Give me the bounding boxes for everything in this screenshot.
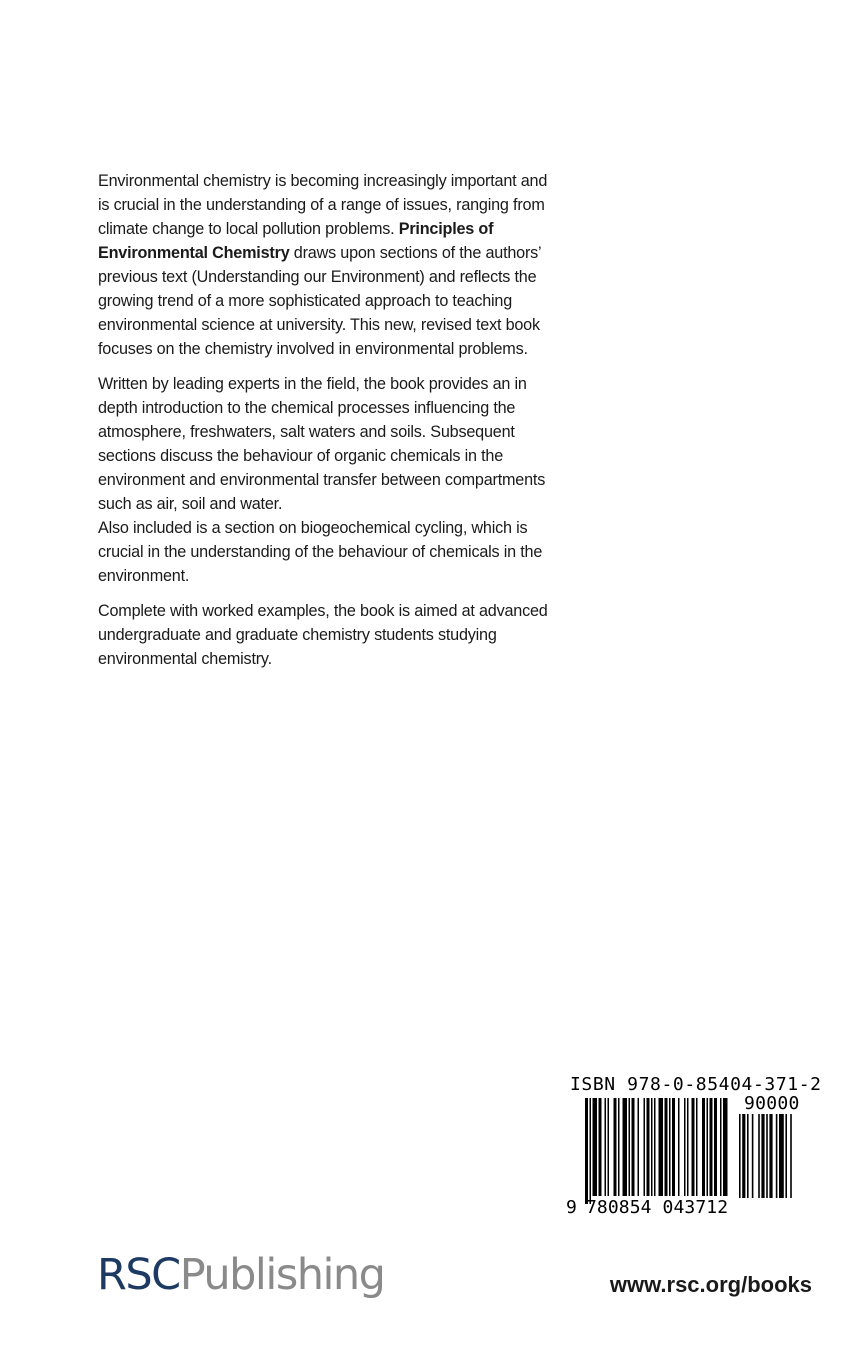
barcode-bar — [714, 1098, 717, 1196]
barcode-bar — [638, 1098, 640, 1196]
addon-bar — [752, 1114, 754, 1198]
ean-digits: 780854 043712 — [586, 1197, 729, 1218]
blurb-p2-text: Written by leading experts in the field, the book provides an in depth introduction to the chemical processes influencing the atmosphere, freshwaters, salt waters and soils. Subsequent sections discuss the behaviour of organic chemicals in the environment and environmental transfer between compartments such as air, soil and water. — [98, 375, 546, 513]
addon-bar — [769, 1114, 772, 1198]
addon-bar — [747, 1114, 749, 1198]
blurb-paragraph-3: Complete with worked examples, the book is aimed at advanced undergraduate and graduate chemistry students studying environmental chemistry. — [98, 602, 548, 668]
barcode-bar — [710, 1098, 713, 1196]
logo-publishing-text: Publishing — [179, 1250, 385, 1300]
barcode-bar — [608, 1098, 610, 1196]
barcode-bar — [632, 1098, 635, 1196]
addon-bar — [776, 1114, 778, 1198]
barcode-bar — [723, 1098, 728, 1196]
blurb-intro-rest: draws upon sections of the authors’ previous text (Understanding our Environment) and reflects the growing trend of a more sophisticated approach to teaching environmental science at university. This new, revised text book focuses on the chemistry involved in environmental problems. — [98, 244, 541, 358]
barcode-bar — [669, 1098, 671, 1196]
barcode-bar — [672, 1098, 675, 1196]
barcode-bar — [665, 1098, 668, 1196]
addon-bar — [739, 1114, 741, 1198]
blurb-intro-text: Environmental chemistry is becoming increasingly important and is crucial in the understanding of a range of issues, ranging from climate change to local pollution problems. — [98, 172, 548, 238]
rsc-publishing-logo — [97, 1250, 384, 1300]
barcode-bar — [590, 1098, 592, 1204]
logo-rsc-text: RSC — [97, 1250, 180, 1300]
barcode-bar — [644, 1098, 646, 1196]
book-title-bold: Principles of Environmental Chemistry — [98, 220, 494, 262]
barcode-bar — [593, 1098, 598, 1196]
barcode-bar — [659, 1098, 664, 1196]
addon-bar — [742, 1114, 745, 1198]
barcode-bar — [707, 1098, 709, 1196]
barcode-bar — [614, 1098, 617, 1196]
barcode-bar — [678, 1098, 680, 1196]
barcode-bar — [720, 1098, 722, 1196]
barcode-bar — [585, 1098, 588, 1204]
ean-first-digit: 9 — [566, 1197, 577, 1218]
blurb-paragraph-1 — [98, 169, 550, 361]
addon-bar — [766, 1114, 768, 1198]
addon-bar — [790, 1114, 792, 1198]
barcode-bar — [605, 1098, 607, 1196]
barcode-bar — [623, 1098, 628, 1196]
barcode-bar — [618, 1098, 620, 1196]
barcode-bar — [692, 1098, 695, 1196]
addon-bar — [758, 1114, 760, 1198]
isbn-barcode — [566, 1074, 822, 1224]
blurb-paragraph-2 — [98, 372, 550, 588]
barcode-bar — [654, 1098, 656, 1196]
barcode-bar — [629, 1098, 631, 1196]
barcode-bar — [687, 1098, 689, 1196]
barcode-bar — [684, 1098, 686, 1196]
blurb-p2b-text: Also included is a section on biogeochemical cycling, which is crucial in the understanding of the behaviour of chemicals in the environment. — [98, 519, 543, 585]
addon-bar — [761, 1114, 764, 1198]
addon-bar — [785, 1114, 787, 1198]
barcode-bar — [702, 1098, 705, 1196]
price-code: 90000 — [744, 1093, 800, 1114]
barcode-bar — [696, 1098, 698, 1196]
publisher-website: www.rsc.org/books — [609, 1272, 812, 1297]
barcode-bar — [651, 1098, 653, 1196]
addon-bar — [779, 1114, 784, 1198]
isbn-label: ISBN 978-0-85404-371-2 — [570, 1074, 822, 1095]
barcode-bar — [599, 1098, 602, 1196]
barcode-bar — [647, 1098, 650, 1196]
back-cover-blurb — [98, 169, 550, 682]
